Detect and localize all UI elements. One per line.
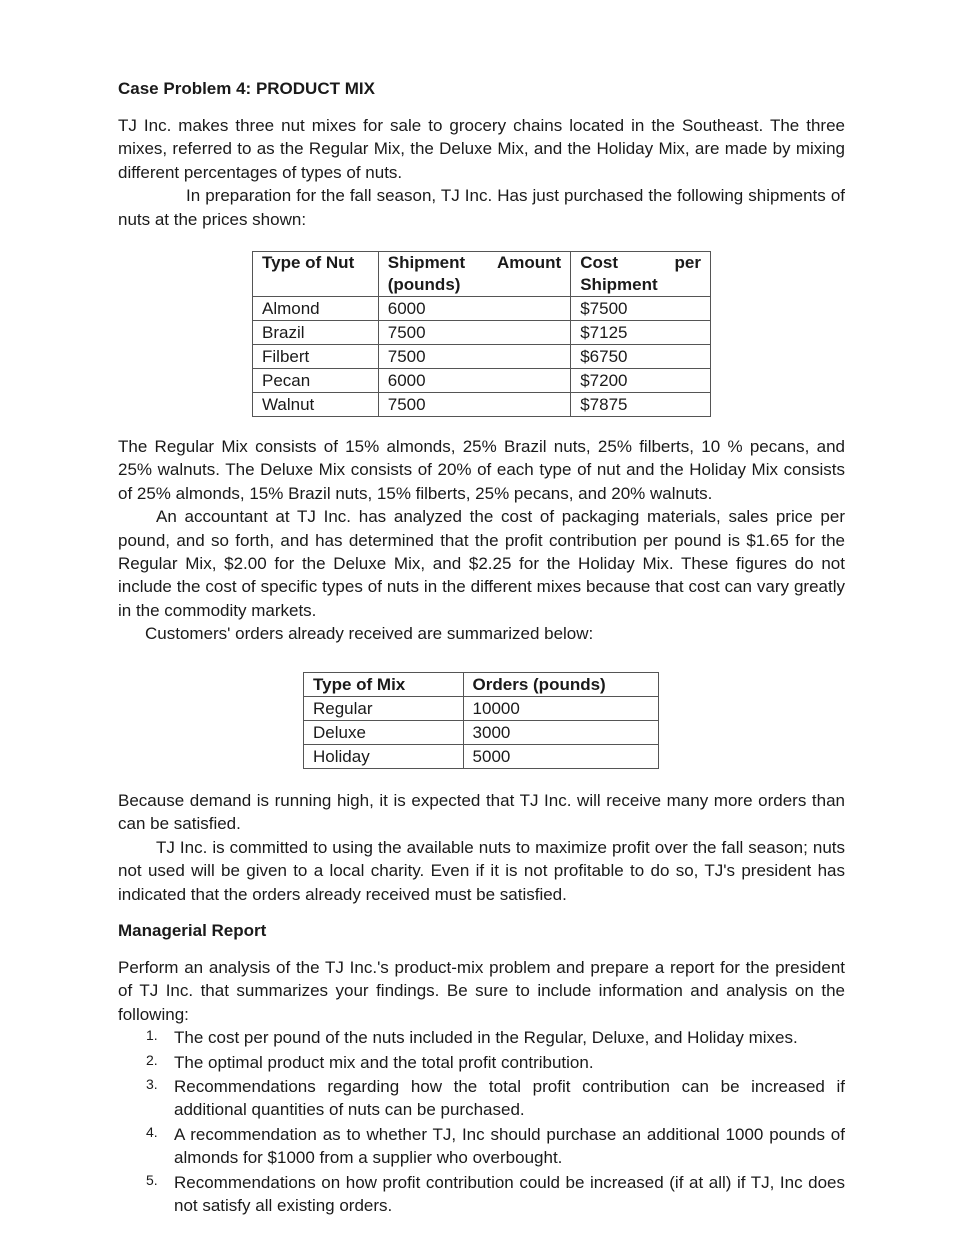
table-header-row	[304, 673, 659, 697]
column-header: Orders (pounds)	[463, 673, 658, 697]
profit-contribution-paragraph: An accountant at TJ Inc. has analyzed the cost of packaging materials, sales price per pound, and so forth, and has determined that the profit contribution per pound is $1.65 for the Regular Mix, $2.00 for the Deluxe Mix, and $2.25 for the Holiday Mix. These figures do not include the cost of specific types of nuts in the different mixes because that cost can vary greatly in the commodity markets.	[118, 507, 845, 620]
table-cell: Almond	[253, 297, 379, 321]
table-cell: Holiday	[304, 745, 464, 769]
orders-table	[303, 672, 659, 769]
table-row	[253, 321, 711, 345]
list-number: 5.	[146, 1171, 158, 1188]
report-items-list	[118, 1026, 845, 1217]
list-item	[118, 1075, 845, 1122]
list-item	[118, 1123, 845, 1170]
list-item-text: Recommendations regarding how the total profit contribution can be increased if additional quantities of nuts can be purchased.	[174, 1077, 845, 1120]
list-item	[118, 1171, 845, 1218]
table-cell: $7500	[571, 297, 711, 321]
table-cell: 10000	[463, 697, 658, 721]
table-cell: Filbert	[253, 345, 379, 369]
list-number: 3.	[146, 1076, 158, 1093]
table-cell: $7200	[571, 369, 711, 393]
nut-shipment-table	[252, 251, 711, 417]
table-cell: Regular	[304, 697, 464, 721]
list-number: 2.	[146, 1051, 158, 1068]
table-row	[304, 745, 659, 769]
page-title: Case Problem 4: PRODUCT MIX	[118, 79, 375, 98]
intro-paragraph: TJ Inc. makes three nut mixes for sale to grocery chains located in the Southeast. The three mixes, referred to as the Regular Mix, the Deluxe Mix, and the Holiday Mix, are made by mixing different percentages of types of nuts.	[118, 116, 845, 182]
report-intro-paragraph: Perform an analysis of the TJ Inc.'s product-mix problem and prepare a report for the president of TJ Inc. that summarizes your findings. Be sure to include information and analysis on the following:	[118, 958, 845, 1024]
commitment-paragraph: TJ Inc. is committed to using the available nuts to maximize profit over the fall season; nuts not used will be given to a local charity. Even if it is not profitable to do so, TJ's president has indicated that the orders already received must be satisfied.	[118, 837, 845, 904]
list-item	[118, 1026, 845, 1049]
table-cell: $7875	[571, 393, 711, 417]
table-row	[253, 369, 711, 393]
demand-paragraph: Because demand is running high, it is expected that TJ Inc. will receive many more orders than can be satisfied.	[118, 791, 845, 834]
table-cell: 7500	[378, 345, 570, 369]
table-cell: Pecan	[253, 369, 379, 393]
table-row	[304, 697, 659, 721]
orders-intro-paragraph: Customers' orders already received are summarized below:	[145, 624, 594, 644]
list-item-text: Recommendations on how profit contribution could be increased (if at all) if TJ, Inc does not satisfy all existing orders.	[174, 1172, 845, 1216]
list-number: 1.	[146, 1027, 158, 1044]
table-cell: Deluxe	[304, 721, 464, 745]
table-cell: 7500	[378, 393, 570, 417]
list-number: 4.	[146, 1123, 158, 1140]
table-row	[253, 393, 711, 417]
table-cell: 6000	[378, 369, 570, 393]
demand-section	[118, 789, 845, 1219]
table-cell: 5000	[463, 745, 658, 769]
section-heading: Managerial Report	[118, 921, 267, 941]
list-item-text: The optimal product mix and the total profit contribution.	[174, 1052, 594, 1072]
table-row	[253, 345, 711, 369]
list-item-text: A recommendation as to whether TJ, Inc should purchase an additional 1000 pounds of almonds for $1000 from a supplier who overbought.	[174, 1124, 845, 1168]
document-page	[118, 78, 845, 231]
table-header-row	[253, 252, 711, 297]
table-cell: Brazil	[253, 321, 379, 345]
mix-composition-paragraph: The Regular Mix consists of 15% almonds, 25% Brazil nuts, 25% filberts, 10 % pecans, and 25% walnuts. The Deluxe Mix consists of 20% of each type of nut and the Holiday Mix consists of 25% almonds, 15% Brazil nuts, 15% filberts, 25% pecans, and 20% walnuts.	[118, 437, 845, 503]
table-cell: Walnut	[253, 393, 379, 417]
table-row	[253, 297, 711, 321]
column-header: Cost per Shipment	[571, 252, 711, 297]
list-item-text: The cost per pound of the nuts included in the Regular, Deluxe, and Holiday mixes.	[174, 1028, 798, 1048]
table-cell: $7125	[571, 321, 711, 345]
table-cell: 3000	[463, 721, 658, 745]
table-row	[304, 721, 659, 745]
table-cell: $6750	[571, 345, 711, 369]
intro-paragraph-2: In preparation for the fall season, TJ Inc. Has just purchased the following shipments of nuts at the prices shown:	[118, 186, 845, 229]
table-cell: 6000	[378, 297, 570, 321]
column-header: Type of Nut	[253, 252, 379, 297]
table-cell: 7500	[378, 321, 570, 345]
mix-description-section	[118, 435, 845, 646]
list-item	[118, 1051, 845, 1074]
column-header: Type of Mix	[304, 673, 464, 697]
column-header: Shipment Amount (pounds)	[378, 252, 570, 297]
